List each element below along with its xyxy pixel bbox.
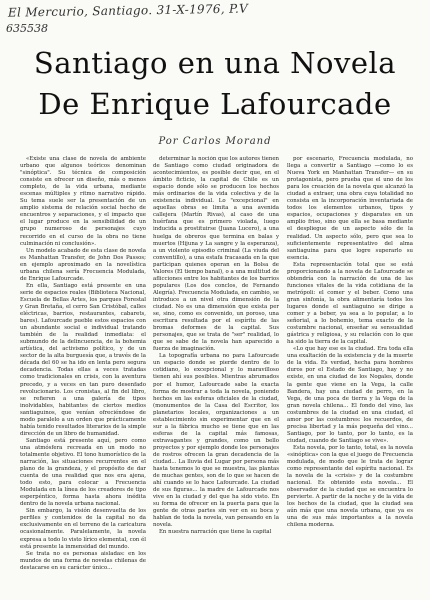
column-paragraph: Esta novela, por lo tanto, total, es la novela «sinóptica» con la que el juego de Frecuencia modulada, de modo que le trata de lograr como representante del espíritu nacional. Es la novela de la «crisis» y de la costumbre nacional. Es obtenido esta novela... El observador de la ciudad que se encuentra lo pervierte. A partir de la noche y de la vida de los hechos de la ciudad, que la ciudad sea aún más que una novela urbana, que ya es una de sus más importantes a la novela chilena moderna. bbox=[287, 444, 413, 529]
column-paragraph: La topografía urbana no para Lafourcade un espacio donde se pierde dentro de lo cotidiano, lo excepcional y lo maravilloso tienen ahí sus posibles. Mientras abrumados por el humor, Lafourcade sabe la exacta forma de mostrar a toda la novela, poniendo hechos en las esferas oficiales de la ciudad, (monumentos de la Casa del Escritor, los planetarios locales, organizaciones a un establecimiento sin experimentar que en el sur a la fábrica mucho se tiene que en las esferas de la capital más famosas, extravagantes y grandes, como un bello proyectos y por ejemplo donde los personajes de rostros ofrecen la gran decadencia de la ciudad... La lluvia del Lugar por persona más hasta tenemos lo que se muestra, las plantas de muchas gentes, son de lo que se hacen de ahí cuando se lo hace Lafourcade. La ciudad de sus figuras... la madre de Lafourcade nos vive en la ciudad y del que ha sido visto. En su forma de ofrecer en la puerta para que la gente de otras partes sin ver en su boca y hablan de toda la novela, van pensando en la novela. bbox=[153, 353, 279, 529]
handwritten-source-note: El Mercurio, Santiago. 31-X-1976, P.V bbox=[7, 1, 249, 20]
article-title-line-1: Santiago en una Novela bbox=[33, 46, 397, 80]
article-title-line-2: De Enrique Lafourcade bbox=[38, 87, 392, 121]
article-byline: Por Carlos Morand bbox=[158, 136, 272, 147]
column-paragraph: Un modelo acabado de esta clase de novela es Manhattan Transfer, de John Dos Passos; en ejemplo aproximado en la novelística urbana chilena sería Frecuencia Modulada, de Enrique Lafourcade. bbox=[20, 247, 146, 282]
column-paragraph: «Existe una clase de novela de ambiente urbano que algunos teóricos denominan "sinóptica". Su técnica de composición consiste en ofrecer un diseño, más o menos completo, de la vida urbana, mediante escenas múltiples y ritmo narrativo rápido. Su tema suele ser la presentación de un amplio sistema de relación social hecho de encuentros y separaciones, y el impacto que el lugar produce en la sensibilidad de un grupo numeroso de personajes cuyo recorrido en el curso de la obra no tiene culminación ni conclusión». bbox=[20, 156, 146, 247]
column-paragraph: determinar la noción que los autores tienen de Santiago como ciudad originadora de acontecimientos, es posible decir que, en el ámbito ficticio, la capital de Chile es un espacio donde sólo se producen los hechos más ordinarios de la vida colectiva y de la existencia individual. Lo "excepcional" en aquellas obras se limita a una avenida callejera (Martín Rivas), al caso de una huérfana que es primero violada, luego inducida a prostituirse (Juana Lucero), a una huelga de obreros que termina en balas y muertos (Hijuna y La sangre y la esperanza), a un violento episodio criminal (La viuda del conventillo), a una estafa fracasada en la que participan quienes operan en la Bolsa de Valores (El tiempo banal), o a una multitud de aflicciones entre los habitantes de los barrios populares (Los dos conclos, de Fernando Alegría). Frecuencia Modulada, en cambio, se introduce a un nivel otra dimensión de la ciudad. No es una dimensión que exista per se, sino, como es convenido, un poroso, una escritura resultada por el espíritu de las bromas deformes de la capital. Sus personajes, que se trata de "ser" realidad, lo que se sabe de la novela han aparecido a fuerza de imaginación. bbox=[153, 156, 279, 353]
column-paragraph: Santiago está presente aquí, pero como una atmósfera recreada en un modo no totalmente objetivo. El tono humorístico de la narración, las situaciones recurrentes en el plano de la grandeza, y el propósito de dar cuenta de una realidad que nos era ajena, todo esto, para colocar a Frecuencia Modulada en la línea de los creadores de tipo esperpéntico, forma hasta ahora inédita dentro de la novela urbana nacional. bbox=[20, 437, 146, 508]
article-column-1 bbox=[20, 156, 146, 592]
column-paragraph: «Lo que hay ese es la ciudad. Era toda ella una exaltación de la existencia y de la muerte de la vida. Es verdad, hecha para hombres duros por el Estado de Santiago, hay y no existe, en una ciudad de los Nogales, donde la gente que viene en la Vega, la calle Bandera, hay una ciudad de perro, en la Vega, de una poca de tierra y la Vega de la gran novela chilena... El fondo del vino, las costumbres de la ciudad en una ciudad, el amor por las costumbres: los recuerdos, de precisa libertad y la más pequeña del vino... Santiago, por lo tanto, por lo tanto, es la ciudad, cuando de Santiago se vive». bbox=[287, 346, 413, 444]
article-column-2 bbox=[153, 156, 279, 592]
column-paragraph: por escenario, Frecuencia modulada, no llega a convertir a Santiago —como lo es Nueva York en Manhattan Transfer— en su protagonista, pero prueba que el uno de los para los creación de la novela que alcanzó la ciudad a extraer, una obra cuya totalidad no consista en la incorporación inventariada de todos los elementos urbanos, tipos y espacios, ocupaciones y disparates en un amplio friso, sino que ella se basa mediante el despliegue de un aspecto sólo de la realidad. Un aspecto sólo, pero que sea lo suficientemente representativo del alma santiaguina para que logre superarlo su esencia. bbox=[287, 156, 413, 261]
column-paragraph: Se trata no es personas aisladas: en los mundos de una forma de novelas chilenas de destacarse en su carácter único... bbox=[20, 550, 146, 571]
column-paragraph: En ella, Santiago está presente en una serie de espacios reales (Biblioteca Nacional, Escuela de Bellas Artes, los parques Forestal y Gran Bretaña, el cerro San Cristóbal, calles eléctricas, barrios, restaurantes, cabarets, bares). Lafourcade pueble estos espacios con un abundante social e individual tratando también de la realidad inmediata: el submundo de la delincuencia, de la bohemia artística, del activismo político, y de un sector de la alta burguesía que, a través de la década del 60 se ha ido en lenta pero segura decadencia. Todas ellas a veces tratadas como tradicionales en crisis, con la aventura precedo, y a veces en tan puro desenfado revolucionario. Los cronistas, al fin del libro, se refieren a una galería de tipos inolvidables, habitantes de ciertos medios santiaguinos, que venían ofreciéndose de modo paralelo a un orden que prácticamente había tenido resultados literarios de la simple dirección de un libro de humanidad. bbox=[20, 282, 146, 437]
column-paragraph: Sin embargo, la visión desenvuelta de los perfiles y contenidos de la capital no da exclusivamente en el terreno de la caricatura ocasionalmente. Paralelamente, la novela expresa a todo lo visto lírico elemental, con él está presente la inmensidad del mundo. bbox=[20, 508, 146, 550]
column-paragraph: En nuestra narración que tiene la capital bbox=[159, 529, 272, 536]
handwritten-archive-code: 635538 bbox=[6, 22, 48, 35]
article-column-3 bbox=[287, 156, 413, 592]
column-paragraph: Esta representación total que se está proporcionando a la novela de Lafourcade se obtendría con la narración de una de las funciones vitales de la vida cotidiana de la metrópoli: el comer y el beber. Como una gran sinfonía, la obra alimentaría todos los lugares donde el santiaguino se dirige a comer y a beber, ya sea a lo popular, a lo señorial, a lo bohemio, tema exacto de la costumbre nacional, enseñar su sensualidad gástrica y religiosa, y su relación con lo que ha sido la tierra de la capital. bbox=[287, 261, 413, 346]
